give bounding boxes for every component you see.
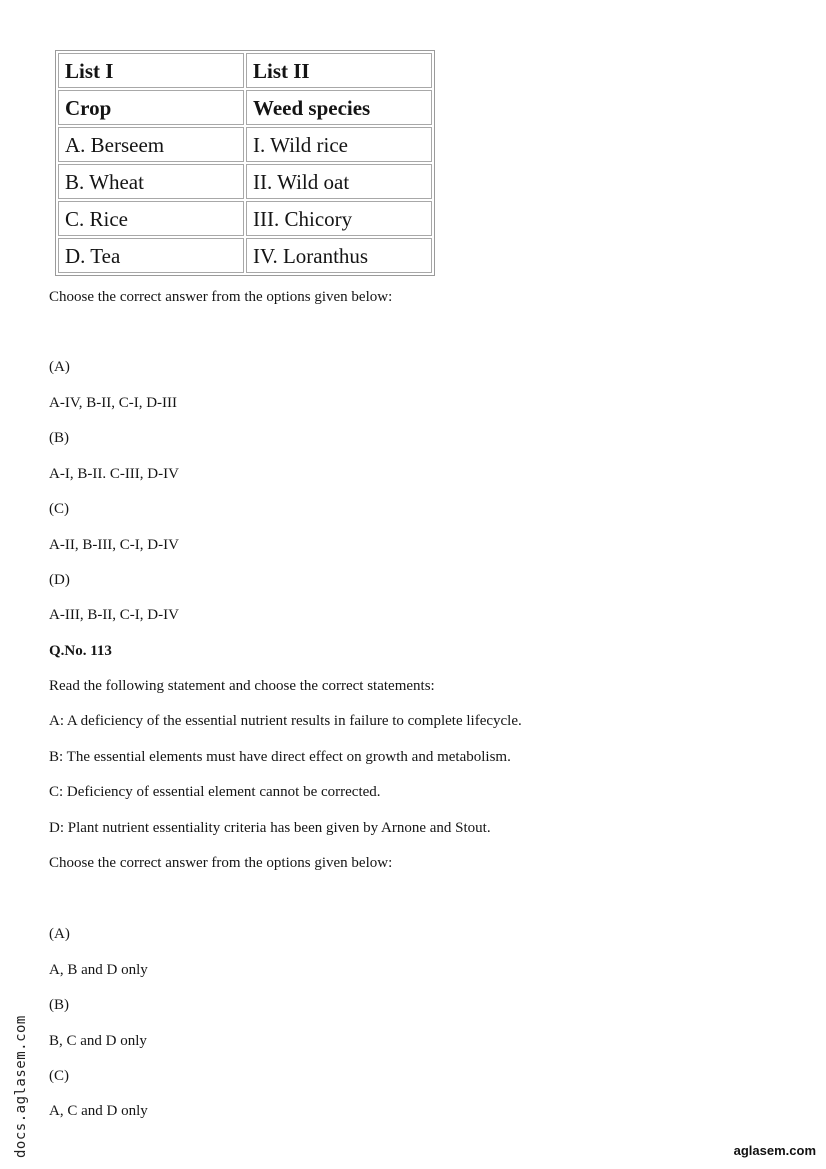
table-row — [58, 127, 432, 162]
table-cell: IV. Loranthus — [246, 238, 432, 273]
option-label: (A) — [49, 359, 70, 375]
statement: A: A deficiency of the essential nutrient results in failure to complete lifecycle. — [49, 713, 522, 729]
option-text: A-IV, B-II, C-I, D-III — [49, 395, 178, 411]
option-label: (C) — [49, 1068, 69, 1084]
table-cell: C. Rice — [58, 201, 244, 236]
table-cell: B. Wheat — [58, 164, 244, 199]
table-cell: D. Tea — [58, 238, 244, 273]
table-row — [58, 90, 432, 125]
option-text: A, C and D only — [49, 1103, 148, 1119]
option-label: (C) — [49, 501, 69, 517]
table-row — [58, 53, 432, 88]
statement: C: Deficiency of essential element cannot be corrected. — [49, 784, 381, 800]
table-cell: A. Berseem — [58, 127, 244, 162]
table-cell: I. Wild rice — [246, 127, 432, 162]
table-cell: Weed species — [246, 90, 432, 125]
table-cell: II. Wild oat — [246, 164, 432, 199]
table-row — [58, 164, 432, 199]
table-cell: List I — [58, 53, 244, 88]
table-cell: List II — [246, 53, 432, 88]
option-label: (A) — [49, 926, 70, 942]
option-label: (B) — [49, 997, 69, 1013]
option-label: (B) — [49, 430, 69, 446]
match-table — [55, 50, 435, 276]
option-label: (D) — [49, 572, 70, 588]
statement: D: Plant nutrient essentiality criteria has been given by Arnone and Stout. — [49, 820, 491, 836]
table-row — [58, 201, 432, 236]
question-number: Q.No. 113 — [49, 643, 112, 659]
option-text: A-I, B-II. C-III, D-IV — [49, 466, 179, 482]
question-prompt: Read the following statement and choose the correct statements: — [49, 678, 435, 694]
table-row — [58, 238, 432, 273]
q113-instruction: Choose the correct answer from the options given below: — [49, 855, 393, 871]
side-watermark: docs.aglasem.com — [13, 1015, 29, 1158]
table-cell: Crop — [58, 90, 244, 125]
option-text: A-III, B-II, C-I, D-IV — [49, 607, 179, 623]
statement: B: The essential elements must have direct effect on growth and metabolism. — [49, 749, 511, 765]
option-text: B, C and D only — [49, 1033, 147, 1049]
option-text: A-II, B-III, C-I, D-IV — [49, 537, 179, 553]
footer-watermark: aglasem.com — [733, 1143, 816, 1158]
option-text: A, B and D only — [49, 962, 148, 978]
q112-instruction: Choose the correct answer from the options given below: — [49, 289, 393, 305]
table-cell: III. Chicory — [246, 201, 432, 236]
